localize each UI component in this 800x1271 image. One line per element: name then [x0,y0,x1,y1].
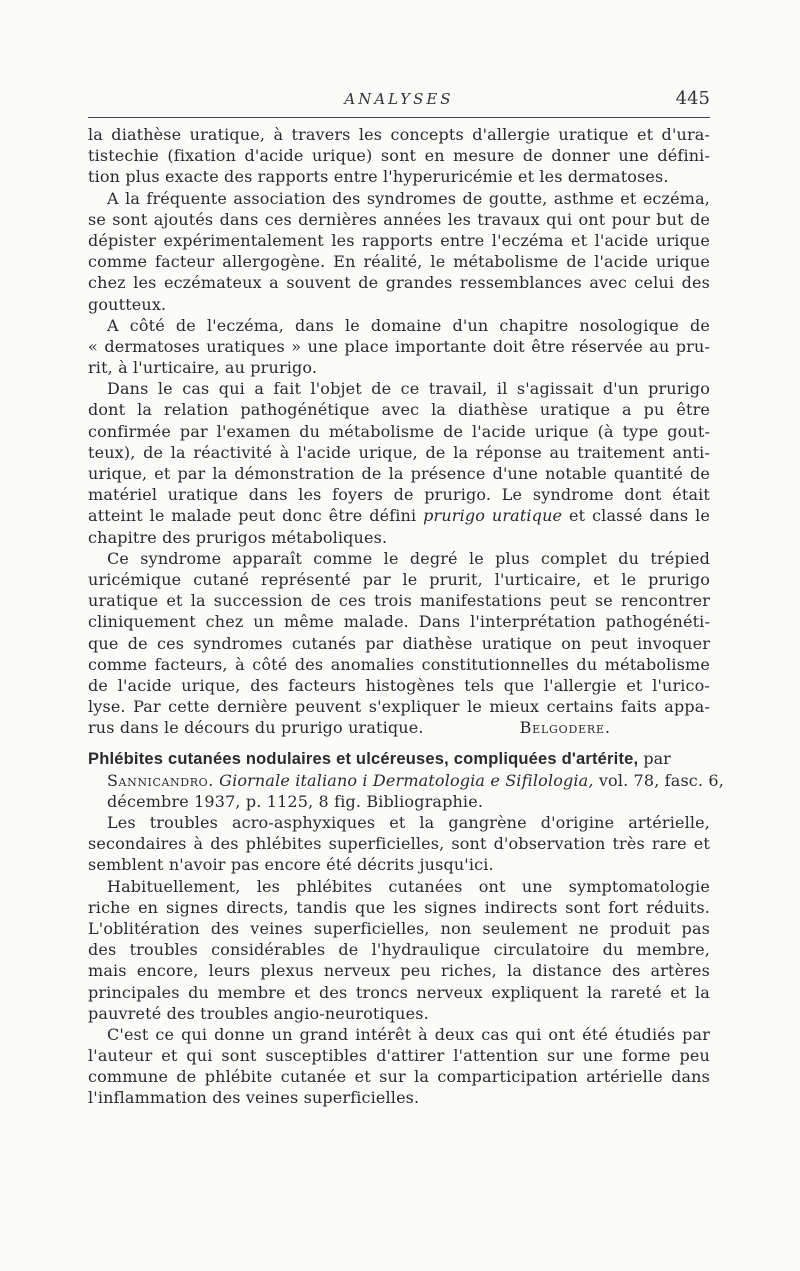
text-line: cliniquement chez un même malade. Dans l'interprétation pathogénéti- [88,612,710,632]
article-body [88,124,724,1109]
text-line: principales du membre et des troncs nerveux expliquent la rareté et la [88,982,710,1002]
text-fragment: rus dans le décours du prurigo uratique. [88,718,424,738]
text-line: Habituellement, les phlébites cutanées ont une symptomatologie [107,876,710,896]
text-line: secondaires à des phlébites superficielles, sont d'observation très rare et [88,834,710,854]
text-line: l'auteur et qui sont susceptibles d'attirer l'attention sur une forme peu [88,1046,710,1066]
text-line: tistechie (fixation d'acide urique) sont en mesure de donner une défini- [88,146,710,166]
page-header [88,88,710,114]
journal-name: Giornale italiano i Dermatologia e Sifilologia, [219,770,594,790]
running-head: ANALYSES [344,90,454,108]
title-par: par [638,749,671,769]
text-line: A la fréquente association des syndromes de goutte, asthme et eczéma, [107,188,710,208]
citation-line [88,770,724,791]
text-line: C'est ce qui donne un grand intérêt à deux cas qui ont été étudiés par [107,1024,710,1044]
text-line: pauvreté des troubles angio-neurotiques. [88,1003,429,1023]
text-line: la diathèse uratique, à travers les concepts d'allergie uratique et d'ura- [88,125,710,144]
text-fragment: et classé dans le [562,506,710,526]
text-line: rit, à l'urticaire, au prurigo. [88,358,318,378]
text-fragment: atteint le malade peut donc être défini [88,506,424,526]
text-line: commune de phlébite cutanée et sur la comparticipation artérielle dans [88,1067,710,1087]
analysis-continued [88,124,710,738]
text-line: l'inflammation des veines superficielles. [88,1088,420,1108]
text-line: Les troubles acro-asphyxiques et la gangrène d'origine artérielle, [107,813,710,832]
text-line: chapitre des prurigos métaboliques. [88,527,388,547]
text-line: semblent n'avoir pas encore été décrits jusqu'ici. [88,855,494,875]
text-line: mais encore, leurs plexus nerveux peu riches, la distance des artères [88,961,710,981]
text-line: Ce syndrome apparaît comme le degré le plus complet du trépied [107,548,710,568]
text-line: tion plus exacte des rapports entre l'hyperuricémie et les dermatoses. [88,167,669,187]
analysis-phlebites [88,748,724,1108]
text-line: Dans le cas qui a fait l'objet de ce travail, il s'agissait d'un prurigo [107,379,710,399]
header-rule [88,117,710,118]
text-line: matériel uratique dans les foyers de prurigo. Le syndrome dont était [88,485,710,505]
author-name: Sannicandro. [107,770,214,790]
text-line: dépister expérimentalement les rapports entre l'eczéma et l'acide urique [88,230,710,250]
section-gap [88,738,710,748]
text-line: L'oblitération des veines superficielles, non seulement ne produit pas [88,918,710,938]
text-line: uratique et la succession de ces trois manifestations peut se rencontrer [88,591,710,611]
text-line: uricémique cutané représenté par le prurit, l'urticaire, et le prurigo [88,569,710,589]
text-line: se sont ajoutés dans ces dernières années les travaux qui ont pour but de [88,209,710,229]
text-line: comme facteur allergogène. En réalité, le métabolisme de l'acide urique [88,252,710,272]
italic-term: prurigo uratique [423,506,563,526]
text-line: des troubles considérables de l'hydraulique circulatoire du membre, [88,940,710,960]
text-line-with-italic [88,505,710,526]
text-line: A côté de l'eczéma, dans le domaine d'un chapitre nosologique de [107,315,710,335]
text-line: « dermatoses uratiques » une place importante doit être réservée au pru- [88,336,710,356]
text-line: urique, et par la démonstration de la présence d'une notable quantité de [88,464,710,483]
text-line: que de ces syndromes cutanés par diathèse uratique on peut invoquer [88,633,710,653]
text-line: dont la relation pathogénétique avec la diathèse uratique a pu être [88,400,710,420]
author-signature: Belgodere. [519,718,611,738]
citation-volume: vol. 78, fasc. 6, [593,770,724,790]
text-line: riche en signes directs, tandis que les signes indirects sont fort réduits. [88,897,710,917]
last-line-with-signature [88,717,710,738]
article-title: Phlébites cutanées nodulaires et ulcéreuses, compliquées d'artérite, [88,750,639,769]
article-title-line [88,748,710,769]
page-number: 445 [675,88,710,109]
text-line: goutteux. [88,294,167,314]
text-line: de l'acide urique, des facteurs histogènes tels que l'allergie et l'urico- [88,675,710,695]
text-line: chez les eczémateux a souvent de grandes ressemblances avec celui des [88,273,710,293]
text-line: comme facteurs, à côté des anomalies constitutionnelles du métabolisme [88,654,710,674]
citation-line: décembre 1937, p. 1125, 8 fig. Bibliographie. [107,791,484,811]
text-line: lyse. Par cette dernière peuvent s'expliquer le mieux certains faits appa- [88,697,710,717]
text-line: teux), de la réactivité à l'acide urique, de la réponse au traitement anti- [88,442,710,462]
text-line: confirmée par l'examen du métabolisme de l'acide urique (à type gout- [88,421,710,441]
